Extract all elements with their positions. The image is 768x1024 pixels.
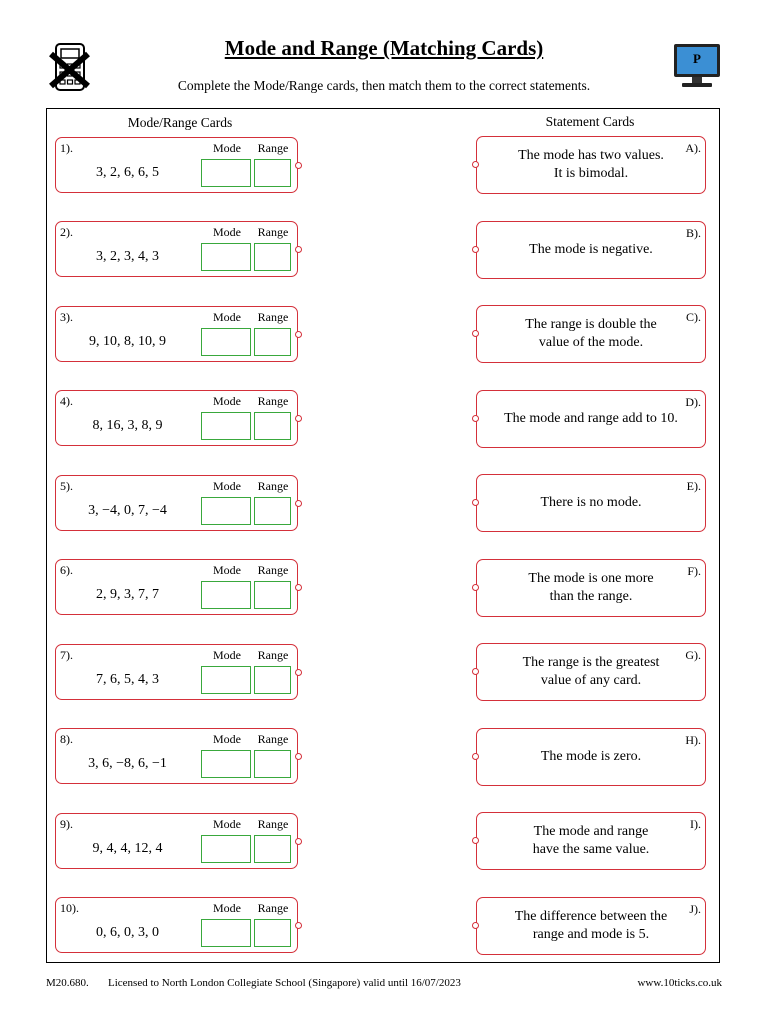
- mode-range-card: [55, 306, 298, 362]
- range-answer-box[interactable]: [254, 581, 291, 609]
- connector-dot[interactable]: [295, 500, 302, 507]
- range-label: Range: [257, 817, 289, 831]
- range-label: Range: [257, 310, 289, 324]
- website-link[interactable]: www.10ticks.co.uk: [637, 977, 722, 989]
- connector-dot[interactable]: [295, 584, 302, 591]
- mode-answer-box[interactable]: [201, 666, 251, 694]
- statement-line: The mode and range: [533, 824, 649, 839]
- statement-line: The mode and range add to 10.: [504, 411, 678, 426]
- range-answer-box[interactable]: [254, 666, 291, 694]
- statement-card: [476, 474, 706, 532]
- card-values: 3, 6, −8, 6, −1: [88, 756, 167, 771]
- mode-range-card: [55, 221, 298, 277]
- statement-line: have the same value.: [532, 842, 650, 857]
- mode-label: Mode: [213, 648, 241, 662]
- statement-letter: J).: [689, 902, 701, 916]
- mode-answer-box[interactable]: [201, 497, 251, 525]
- mode-label: Mode: [213, 563, 241, 577]
- mode-answer-box[interactable]: [201, 243, 251, 271]
- card-values: 7, 6, 5, 4, 3: [96, 672, 159, 687]
- mode-answer-box[interactable]: [201, 750, 251, 778]
- mode-range-card: [55, 137, 298, 193]
- range-label: Range: [257, 901, 289, 915]
- mode-range-card: [55, 813, 298, 869]
- range-answer-box[interactable]: [254, 159, 291, 187]
- card-values: 3, 2, 6, 6, 5: [96, 165, 159, 180]
- statement-line: value of any card.: [540, 673, 642, 688]
- statement-card: [476, 305, 706, 363]
- mode-label: Mode: [213, 394, 241, 408]
- card-number: 1).: [60, 141, 73, 155]
- range-label: Range: [257, 225, 289, 239]
- card-number: 9).: [60, 817, 73, 831]
- statement-line: The range is the greatest: [522, 655, 660, 670]
- connector-dot[interactable]: [295, 246, 302, 253]
- page-title: Mode and Range (Matching Cards): [224, 36, 544, 60]
- mode-range-card: [55, 475, 298, 531]
- connector-dot[interactable]: [295, 922, 302, 929]
- card-number: 3).: [60, 310, 73, 324]
- range-label: Range: [257, 648, 289, 662]
- card-number: 4).: [60, 394, 73, 408]
- card-values: 8, 16, 3, 8, 9: [92, 418, 163, 433]
- mode-range-card: [55, 897, 298, 953]
- card-number: 10).: [60, 901, 79, 915]
- connector-dot[interactable]: [295, 162, 302, 169]
- range-label: Range: [257, 394, 289, 408]
- statement-card: [476, 559, 706, 617]
- mode-label: Mode: [213, 901, 241, 915]
- statement-line: The mode is one more: [528, 571, 654, 586]
- statement-letter: H).: [685, 733, 701, 747]
- card-values: 3, −4, 0, 7, −4: [88, 503, 167, 518]
- statement-card: [476, 812, 706, 870]
- card-number: 8).: [60, 732, 73, 746]
- statement-letter: G).: [685, 648, 701, 662]
- license-text: Licensed to North London Collegiate School (Singapore) valid until 16/07/2023: [108, 977, 461, 989]
- statement-line: range and mode is 5.: [532, 927, 650, 942]
- mode-label: Mode: [213, 817, 241, 831]
- range-label: Range: [257, 563, 289, 577]
- range-answer-box[interactable]: [254, 919, 291, 947]
- instructions: Complete the Mode/Range cards, then match them to the correct statements.: [177, 78, 591, 93]
- mode-answer-box[interactable]: [201, 412, 251, 440]
- range-answer-box[interactable]: [254, 412, 291, 440]
- card-number: 5).: [60, 479, 73, 493]
- card-values: 2, 9, 3, 7, 7: [96, 587, 159, 602]
- monitor-letter: P: [693, 51, 701, 66]
- card-values: 9, 10, 8, 10, 9: [89, 334, 166, 349]
- mode-answer-box[interactable]: [201, 159, 251, 187]
- connector-dot[interactable]: [295, 669, 302, 676]
- range-answer-box[interactable]: [254, 750, 291, 778]
- left-column-heading: Mode/Range Cards: [127, 115, 233, 130]
- statement-card: [476, 643, 706, 701]
- statement-line: value of the mode.: [538, 335, 644, 350]
- mode-answer-box[interactable]: [201, 919, 251, 947]
- range-label: Range: [257, 141, 289, 155]
- statement-line: It is bimodal.: [553, 166, 629, 181]
- mode-label: Mode: [213, 141, 241, 155]
- mode-label: Mode: [213, 479, 241, 493]
- mode-label: Mode: [213, 732, 241, 746]
- right-column-heading: Statement Cards: [545, 114, 635, 129]
- statement-line: The mode is zero.: [540, 749, 642, 764]
- statement-line: The mode has two values.: [518, 148, 664, 163]
- mode-answer-box[interactable]: [201, 581, 251, 609]
- card-number: 2).: [60, 225, 73, 239]
- range-answer-box[interactable]: [254, 835, 291, 863]
- card-values: 0, 6, 0, 3, 0: [96, 925, 159, 940]
- card-values: 3, 2, 3, 4, 3: [96, 249, 159, 264]
- statement-line: The range is double the: [525, 317, 657, 332]
- range-answer-box[interactable]: [254, 243, 291, 271]
- statement-letter: A).: [685, 141, 701, 155]
- mode-range-card: [55, 390, 298, 446]
- statement-line: than the range.: [549, 589, 633, 604]
- range-label: Range: [257, 732, 289, 746]
- statement-letter: F).: [687, 564, 701, 578]
- statement-card: [476, 136, 706, 194]
- statement-letter: D).: [685, 395, 701, 409]
- mode-range-card: [55, 559, 298, 615]
- card-number: 7).: [60, 648, 73, 662]
- statement-line: The mode is negative.: [529, 242, 653, 257]
- mode-label: Mode: [213, 225, 241, 239]
- connector-dot[interactable]: [295, 415, 302, 422]
- statement-line: The difference between the: [514, 909, 668, 924]
- mode-range-card: [55, 728, 298, 784]
- mode-answer-box[interactable]: [201, 328, 251, 356]
- statement-letter: B).: [686, 226, 701, 240]
- statement-card: [476, 728, 706, 786]
- connector-dot[interactable]: [295, 838, 302, 845]
- statement-card: [476, 897, 706, 955]
- range-answer-box[interactable]: [254, 497, 291, 525]
- range-label: Range: [257, 479, 289, 493]
- connector-dot[interactable]: [295, 331, 302, 338]
- card-values: 9, 4, 4, 12, 4: [92, 841, 163, 856]
- statement-line: There is no mode.: [540, 495, 642, 510]
- mode-answer-box[interactable]: [201, 835, 251, 863]
- crossed-out-calculator-icon: [48, 42, 92, 94]
- card-number: 6).: [60, 563, 73, 577]
- statement-letter: E).: [686, 479, 701, 493]
- mode-range-card: [55, 644, 298, 700]
- connector-dot[interactable]: [295, 753, 302, 760]
- range-answer-box[interactable]: [254, 328, 291, 356]
- mode-label: Mode: [213, 310, 241, 324]
- statement-letter: I).: [690, 817, 701, 831]
- statement-letter: C).: [686, 310, 701, 324]
- worksheet-code: M20.680.: [46, 977, 89, 989]
- statement-card: [476, 221, 706, 279]
- statement-card: [476, 390, 706, 448]
- computer-monitor-icon: [672, 42, 722, 90]
